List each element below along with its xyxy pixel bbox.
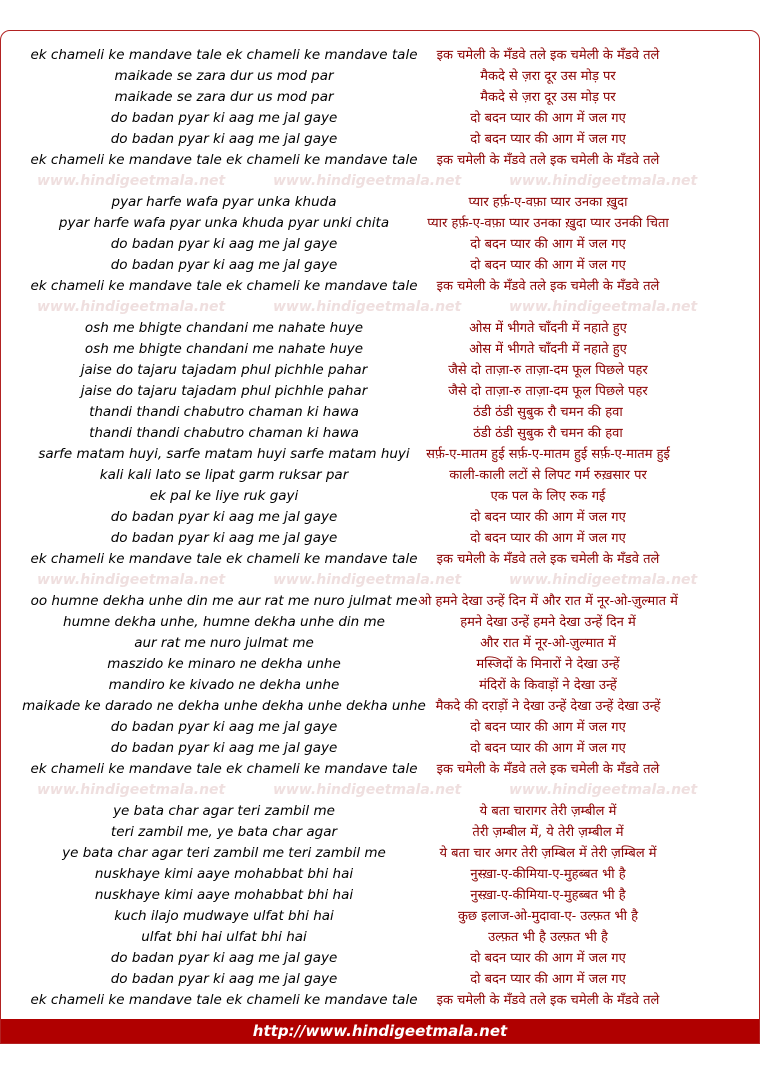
- lyric-hindi: इक चमेली के मँडवे तले इक चमेली के मँडवे तले: [436, 993, 660, 1008]
- lyric-line: [1, 822, 759, 843]
- lyric-line: [1, 150, 759, 171]
- lyric-line: [1, 108, 759, 129]
- lyric-line: [1, 843, 759, 864]
- lyric-line: [1, 990, 759, 1011]
- lyric-romanized: do badan pyar ki aag me jal gaye: [110, 740, 338, 756]
- lyric-line: [1, 864, 759, 885]
- lyric-hindi: दो बदन प्यार की आग में जल गए: [470, 111, 626, 126]
- lyric-hindi: जैसे दो ताज़ा-रु ताज़ा-दम फूल पिछले पहर: [448, 384, 648, 399]
- lyric-line: [1, 738, 759, 759]
- lyric-hindi: हमने देखा उन्हें हमने देखा उन्हें दिन में: [460, 615, 636, 630]
- lyric-line: [1, 801, 759, 822]
- lyric-hindi: दो बदन प्यार की आग में जल गए: [470, 510, 626, 525]
- lyric-line: [1, 507, 759, 528]
- lyric-hindi: ओ हमने देखा उन्हें दिन में और रात में नूर-ओ-ज़ुल्मात में: [418, 594, 678, 609]
- lyric-line: [1, 528, 759, 549]
- lyric-line: [1, 192, 759, 213]
- watermark-row: [1, 780, 759, 801]
- lyric-hindi: ओस में भीगते चाँदनी में नहाते हुए: [469, 342, 627, 357]
- lyric-romanized: mandiro ke kivado ne dekha unhe: [108, 677, 340, 693]
- lyric-romanized: do badan pyar ki aag me jal gaye: [110, 509, 338, 525]
- lyric-romanized: jaise do tajaru tajadam phul pichhle pahar: [80, 362, 368, 378]
- lyric-hindi: प्यार हर्फ़-ए-वफ़ा प्यार उनका ख़ुदा: [468, 195, 628, 210]
- lyric-line: [1, 885, 759, 906]
- lyric-line: [1, 696, 759, 717]
- lyrics-page: [0, 30, 760, 1044]
- lyric-romanized: nuskhaye kimi aaye mohabbat bhi hai: [94, 866, 354, 882]
- lyric-romanized: nuskhaye kimi aaye mohabbat bhi hai: [94, 887, 354, 903]
- watermark-text: www.hindigeetmala.net: [509, 299, 698, 315]
- lyric-romanized: maikade se zara dur us mod par: [114, 68, 334, 84]
- lyric-romanized: thandi thandi chabutro chaman ki hawa: [89, 404, 359, 420]
- lyric-line: [1, 360, 759, 381]
- lyric-hindi: दो बदन प्यार की आग में जल गए: [470, 972, 626, 987]
- lyric-line: [1, 66, 759, 87]
- lyric-line: [1, 654, 759, 675]
- watermark-row: [1, 297, 759, 318]
- lyric-romanized: do badan pyar ki aag me jal gaye: [110, 110, 338, 126]
- lyric-line: [1, 402, 759, 423]
- lyric-hindi: नुस्ख़ा-ए-कीमिया-ए-मुहब्बत भी है: [470, 867, 626, 882]
- watermark-text: www.hindigeetmala.net: [273, 299, 462, 315]
- lyric-line: [1, 234, 759, 255]
- lyric-line: [1, 948, 759, 969]
- lyric-romanized: do badan pyar ki aag me jal gaye: [110, 236, 338, 252]
- watermark-text: www.hindigeetmala.net: [37, 299, 226, 315]
- lyric-hindi: और रात में नूर-ओ-ज़ुल्मात में: [480, 636, 616, 651]
- lyric-romanized: ye bata char agar teri zambil me teri zambil me: [62, 845, 386, 861]
- lyric-line: [1, 927, 759, 948]
- lyric-hindi: मैकदे से ज़रा दूर उस मोड़ पर: [480, 90, 616, 105]
- lyric-romanized: do badan pyar ki aag me jal gaye: [110, 950, 338, 966]
- lyric-romanized: thandi thandi chabutro chaman ki hawa: [89, 425, 359, 441]
- lyric-line: [1, 717, 759, 738]
- lyric-hindi: जैसे दो ताज़ा-रु ताज़ा-दम फूल पिछले पहर: [448, 363, 648, 378]
- lyric-hindi: काली-काली लटों से लिपट गर्म रुख़सार पर: [449, 468, 647, 483]
- watermark-text: www.hindigeetmala.net: [273, 782, 462, 798]
- lyric-hindi: तेरी ज़म्बील में, ये तेरी ज़म्बील में: [472, 825, 624, 840]
- lyric-line: [1, 675, 759, 696]
- lyric-line: [1, 381, 759, 402]
- lyric-hindi: इक चमेली के मँडवे तले इक चमेली के मँडवे तले: [436, 153, 660, 168]
- lyric-romanized: ek pal ke liye ruk gayi: [149, 488, 299, 504]
- lyric-line: [1, 549, 759, 570]
- lyric-hindi: प्यार हर्फ़-ए-वफ़ा प्यार उनका ख़ुदा प्यार उनकी चिता: [427, 216, 669, 231]
- lyric-hindi: मैकदे से ज़रा दूर उस मोड़ पर: [480, 69, 616, 84]
- lyric-hindi: ये बता चारागर तेरी ज़म्बील में: [479, 804, 617, 819]
- lyric-hindi: दो बदन प्यार की आग में जल गए: [470, 237, 626, 252]
- lyric-line: [1, 759, 759, 780]
- watermark-text: www.hindigeetmala.net: [273, 173, 462, 189]
- lyric-romanized: pyar harfe wafa pyar unka khuda: [111, 194, 337, 210]
- lyric-romanized: ek chameli ke mandave tale ek chameli ke mandave tale: [30, 992, 418, 1008]
- lyric-romanized: aur rat me nuro julmat me: [134, 635, 314, 651]
- watermark-row: [1, 171, 759, 192]
- lyric-line: [1, 486, 759, 507]
- lyric-hindi: ठंडी ठंडी सुबुक रौ चमन की हवा: [473, 426, 623, 441]
- lyric-line: [1, 612, 759, 633]
- lyric-hindi: ये बता चार अगर तेरी ज़म्बिल में तेरी ज़म्बिल में: [439, 846, 657, 861]
- watermark-text: www.hindigeetmala.net: [273, 572, 462, 588]
- lyric-romanized: ek chameli ke mandave tale ek chameli ke mandave tale: [30, 47, 418, 63]
- lyric-romanized: ek chameli ke mandave tale ek chameli ke mandave tale: [30, 551, 418, 567]
- lyric-romanized: do badan pyar ki aag me jal gaye: [110, 971, 338, 987]
- lyric-line: [1, 87, 759, 108]
- lyric-line: [1, 339, 759, 360]
- lyric-hindi: दो बदन प्यार की आग में जल गए: [470, 741, 626, 756]
- lyric-hindi: मंदिरों के किवाड़ों ने देखा उन्हें: [479, 678, 617, 693]
- lyric-hindi: इक चमेली के मँडवे तले इक चमेली के मँडवे तले: [436, 279, 660, 294]
- lyric-line: [1, 906, 759, 927]
- lyric-romanized: sarfe matam huyi, sarfe matam huyi sarfe matam huyi: [38, 446, 410, 462]
- lyric-romanized: pyar harfe wafa pyar unka khuda pyar unki chita: [58, 215, 390, 231]
- lyric-hindi: कुछ इलाज-ओ-मुदावा-ए- उल्फ़त भी है: [457, 909, 639, 924]
- lyric-line: [1, 213, 759, 234]
- lyric-romanized: do badan pyar ki aag me jal gaye: [110, 719, 338, 735]
- lyric-line: [1, 318, 759, 339]
- lyric-hindi: नुस्ख़ा-ए-कीमिया-ए-मुहब्बत भी है: [470, 888, 626, 903]
- lyric-hindi: ठंडी ठंडी सुबुक रौ चमन की हवा: [473, 405, 623, 420]
- lyric-romanized: osh me bhigte chandani me nahate huye: [84, 341, 364, 357]
- lyric-hindi: दो बदन प्यार की आग में जल गए: [470, 720, 626, 735]
- lyric-romanized: do badan pyar ki aag me jal gaye: [110, 530, 338, 546]
- watermark-text: www.hindigeetmala.net: [509, 173, 698, 189]
- lyric-romanized: maszido ke minaro ne dekha unhe: [107, 656, 341, 672]
- watermark-text: www.hindigeetmala.net: [37, 173, 226, 189]
- watermark-text: www.hindigeetmala.net: [37, 782, 226, 798]
- lyric-romanized: do badan pyar ki aag me jal gaye: [110, 131, 338, 147]
- watermark-text: www.hindigeetmala.net: [509, 572, 698, 588]
- lyric-line: [1, 444, 759, 465]
- watermark-row: [1, 570, 759, 591]
- lyric-hindi: सर्फ़-ए-मातम हुई सर्फ़-ए-मातम हुई सर्फ़-ए-मातम हुई: [426, 447, 670, 462]
- lyric-line: [1, 969, 759, 990]
- lyric-hindi: दो बदन प्यार की आग में जल गए: [470, 258, 626, 273]
- lyric-line: [1, 255, 759, 276]
- lyric-hindi: उल्फ़त भी है उल्फ़त भी है: [488, 930, 608, 945]
- lyric-line: [1, 633, 759, 654]
- lyric-romanized: ek chameli ke mandave tale ek chameli ke mandave tale: [30, 152, 418, 168]
- lyric-romanized: ulfat bhi hai ulfat bhi hai: [141, 929, 307, 945]
- lyric-romanized: maikade ke darado ne dekha unhe dekha unhe dekha unhe: [22, 698, 426, 714]
- watermark-text: www.hindigeetmala.net: [37, 572, 226, 588]
- lyric-romanized: kali kali lato se lipat garm ruksar par: [99, 467, 349, 483]
- lyric-romanized: humne dekha unhe, humne dekha unhe din me: [63, 614, 385, 630]
- lyric-hindi: एक पल के लिए रुक गई: [490, 489, 606, 504]
- lyric-hindi: मैकदे की दराड़ों ने देखा उन्हें देखा उन्हें देखा उन्हें: [435, 699, 661, 714]
- lyric-line: [1, 423, 759, 444]
- lyric-line: [1, 591, 759, 612]
- lyric-romanized: ye bata char agar teri zambil me: [113, 803, 335, 819]
- lyric-romanized: do badan pyar ki aag me jal gaye: [110, 257, 338, 273]
- lyric-line: [1, 465, 759, 486]
- lyric-hindi: ओस में भीगते चाँदनी में नहाते हुए: [469, 321, 627, 336]
- watermark-text: www.hindigeetmala.net: [509, 782, 698, 798]
- lyric-hindi: दो बदन प्यार की आग में जल गए: [470, 531, 626, 546]
- lyric-romanized: osh me bhigte chandani me nahate huye: [84, 320, 364, 336]
- lyric-romanized: ek chameli ke mandave tale ek chameli ke mandave tale: [30, 278, 418, 294]
- lyric-romanized: oo humne dekha unhe din me aur rat me nuro julmat me: [30, 593, 418, 609]
- footer-site-link[interactable]: http://www.hindigeetmala.net: [252, 1022, 508, 1040]
- lyric-hindi: इक चमेली के मँडवे तले इक चमेली के मँडवे तले: [436, 552, 660, 567]
- lyric-hindi: मस्जिदों के मिनारों ने देखा उन्हें: [476, 657, 620, 672]
- lyric-romanized: ek chameli ke mandave tale ek chameli ke mandave tale: [30, 761, 418, 777]
- lyric-romanized: maikade se zara dur us mod par: [114, 89, 334, 105]
- lyric-hindi: इक चमेली के मँडवे तले इक चमेली के मँडवे तले: [436, 48, 660, 63]
- lyric-line: [1, 45, 759, 66]
- lyric-line: [1, 276, 759, 297]
- lyrics-body: [1, 45, 759, 1011]
- lyric-hindi: दो बदन प्यार की आग में जल गए: [470, 132, 626, 147]
- lyric-hindi: इक चमेली के मँडवे तले इक चमेली के मँडवे तले: [436, 762, 660, 777]
- lyric-romanized: jaise do tajaru tajadam phul pichhle pahar: [80, 383, 368, 399]
- lyric-line: [1, 129, 759, 150]
- footer-bar: [1, 1018, 759, 1043]
- lyric-romanized: teri zambil me, ye bata char agar: [110, 824, 338, 840]
- lyric-hindi: दो बदन प्यार की आग में जल गए: [470, 951, 626, 966]
- lyric-romanized: kuch ilajo mudwaye ulfat bhi hai: [114, 908, 334, 924]
